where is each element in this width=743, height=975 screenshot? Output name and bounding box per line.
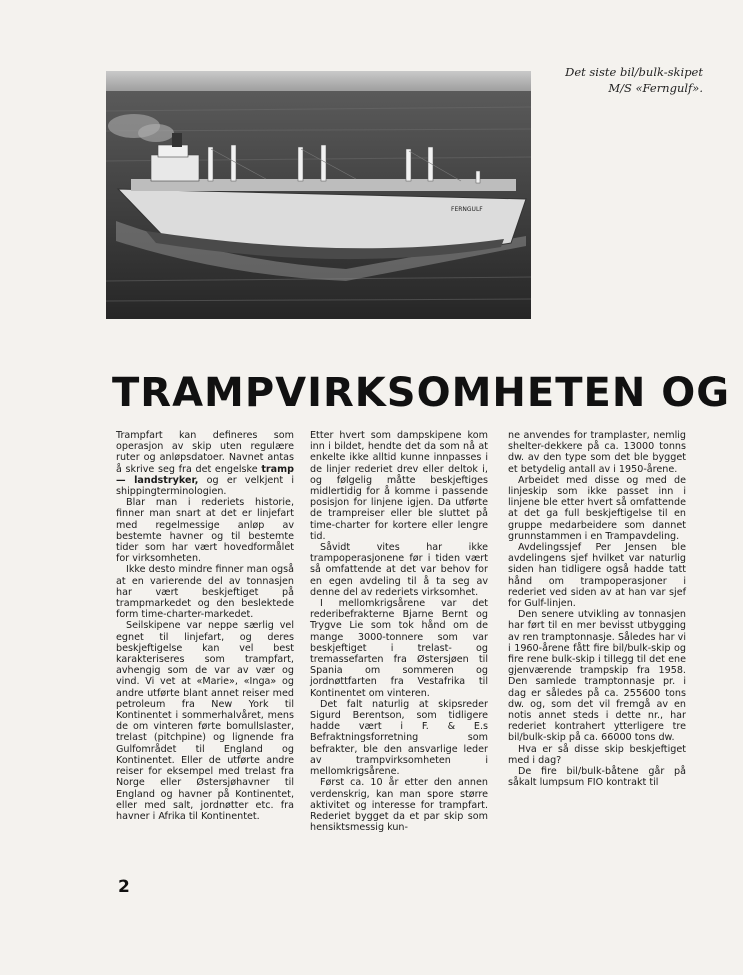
ship-name-text: FERNGULF [451, 206, 483, 213]
paragraph: Etter hvert som dampskipene kom inn i bildet, hendte det da som nå at enkelte ikke alltid kunne innpasses i de linjer rederiet drev eller deltok i, og følgelig måtte beskjeftiges midlertidig for å komme i passende posisjon for linjene igjen. Da utførte de trampreiser eller ble sluttet på time-charter for kortere eller lengre tid. [310, 430, 488, 542]
article-column-2 [310, 430, 488, 833]
paragraph: Først ca. 10 år etter den annen verdenskrig, kan man spore større aktivitet og interesse for trampfart. Rederiet bygget da et par skip som hensiktsmessig kun- [310, 777, 488, 834]
paragraph: Ikke desto mindre finner man også at en varierende del av tonnasjen har vært beskjeftiget på trampmarkedet og den beslektede form time-charter-markedet. [116, 564, 294, 621]
text-span: Trampfart kan defineres som operasjon av skip uten regulære ruter og anløpsdatoer. Navnet antas å skrive seg fra det engelske [116, 430, 294, 475]
article-headline: TRAMPVIRKSOMHETEN OG [112, 370, 731, 416]
ship-illustration [106, 71, 531, 319]
paragraph: Hva er så disse skip beskjeftiget med i dag? [508, 743, 686, 766]
text-span: og er velkjent i shippingterminologien. [116, 474, 294, 498]
paragraph: Såvidt vites har ikke trampoperasjonene før i tiden vært så omfattende at det var behov for en egen avdeling til å ta seg av denne del av rederiets virksomhet. [310, 542, 488, 598]
paragraph: Arbeidet med disse og med de linjeskip som ikke passet inn i linjene ble etter hvert så omfattende at det ga full beskjeftigelse til en gruppe medarbeidere som dannet grunnstammen i en Trampavdeling. [508, 474, 686, 542]
paragraph: Avdelingssjef Per Jensen ble avdelingens sjef hvilket var naturlig siden han tidligere også hadde tatt hånd om trampoperasjoner i rederiet ved siden av at han var sjef for Gulf-linjen. [508, 542, 686, 610]
article-column-3 [508, 430, 686, 789]
bold-term: tramp — landstryker, [116, 463, 294, 486]
photo-caption [545, 64, 703, 96]
article-column-1 [116, 430, 294, 822]
paragraph: Seilskipene var neppe særlig vel egnet til linjefart, og deres beskjeftigelse kan vel best karakteriseres som trampfart, avhengig som de var av vær og vind. Vi vet at «Marie», «Inga» og andre utførte blant annet reiser med petroleum fra New York til Kontinentet i sommerhalvåret, mens de om vinteren førte bomullslaster, trelast (pitchpine) og lignende fra Gulfområdet til England og Kontinentet. Eller de utførte andre reiser for eksempel med trelast fra Norge eller Østersjøhavner til England og havner på Kontinentet, eller med salt, jordnøtter etc. fra havner i Afrika til Kontinentet. [116, 620, 294, 822]
paragraph: I mellomkrigsårene var det rederibefrakterne Bjarne Bernt og Trygve Lie som tok hånd om de mange 3000-tonnere som var beskjeftiget i trelast- og tremassefarten fra Østersjøen til Spania om sommeren og jordnøttfarten fra Vestafrika til Kontinentet om vinteren. [310, 598, 488, 699]
page-number: 2 [118, 877, 130, 897]
ship-photo [106, 71, 531, 319]
paragraph [116, 430, 294, 497]
paragraph: Den senere utvikling av tonnasjen har ført til en mer bevisst utbygging av ren tramptonnasje. Således har vi i 1960-årene fått fire bil/bulk-skip og fire rene bulk-skip i tillegg til det ene gjenværende trampskip fra 1958. Den samlede tramptonnasje pr. i dag er således på ca. 255600 tons dw. og, som det vil fremgå av en notis annet steds i dette nr., har rederiet kontrahert ytterligere tre bil/bulk-skip på ca. 66000 tons dw. [508, 609, 686, 744]
paragraph: ne anvendes for tramplaster, nemlig shelter-dekkere på ca. 13000 tonns dw. av den type som det ble bygget et betydelig antall av i 1950-årene. [508, 430, 686, 475]
paragraph: Blar man i rederiets historie, finner man snart at det er linjefart med regelmessige anløp av bestemte havner og til bestemte tider som har vært hovedformålet for virksomheten. [116, 497, 294, 565]
paragraph: Det falt naturlig at skipsreder Sigurd Berentson, som tidligere hadde vært i F. & E.s Befraktningsforretning som befrakter, ble den ansvarlige leder av trampvirksomheten i mellomkrigsårene. [310, 698, 488, 778]
paragraph: De fire bil/bulk-båtene går på såkalt lumpsum FIO kontrakt til [508, 766, 686, 789]
caption-line-2: M/S «Ferngulf». [608, 81, 703, 95]
caption-line-1: Det siste bil/bulk-skipet [565, 65, 703, 79]
